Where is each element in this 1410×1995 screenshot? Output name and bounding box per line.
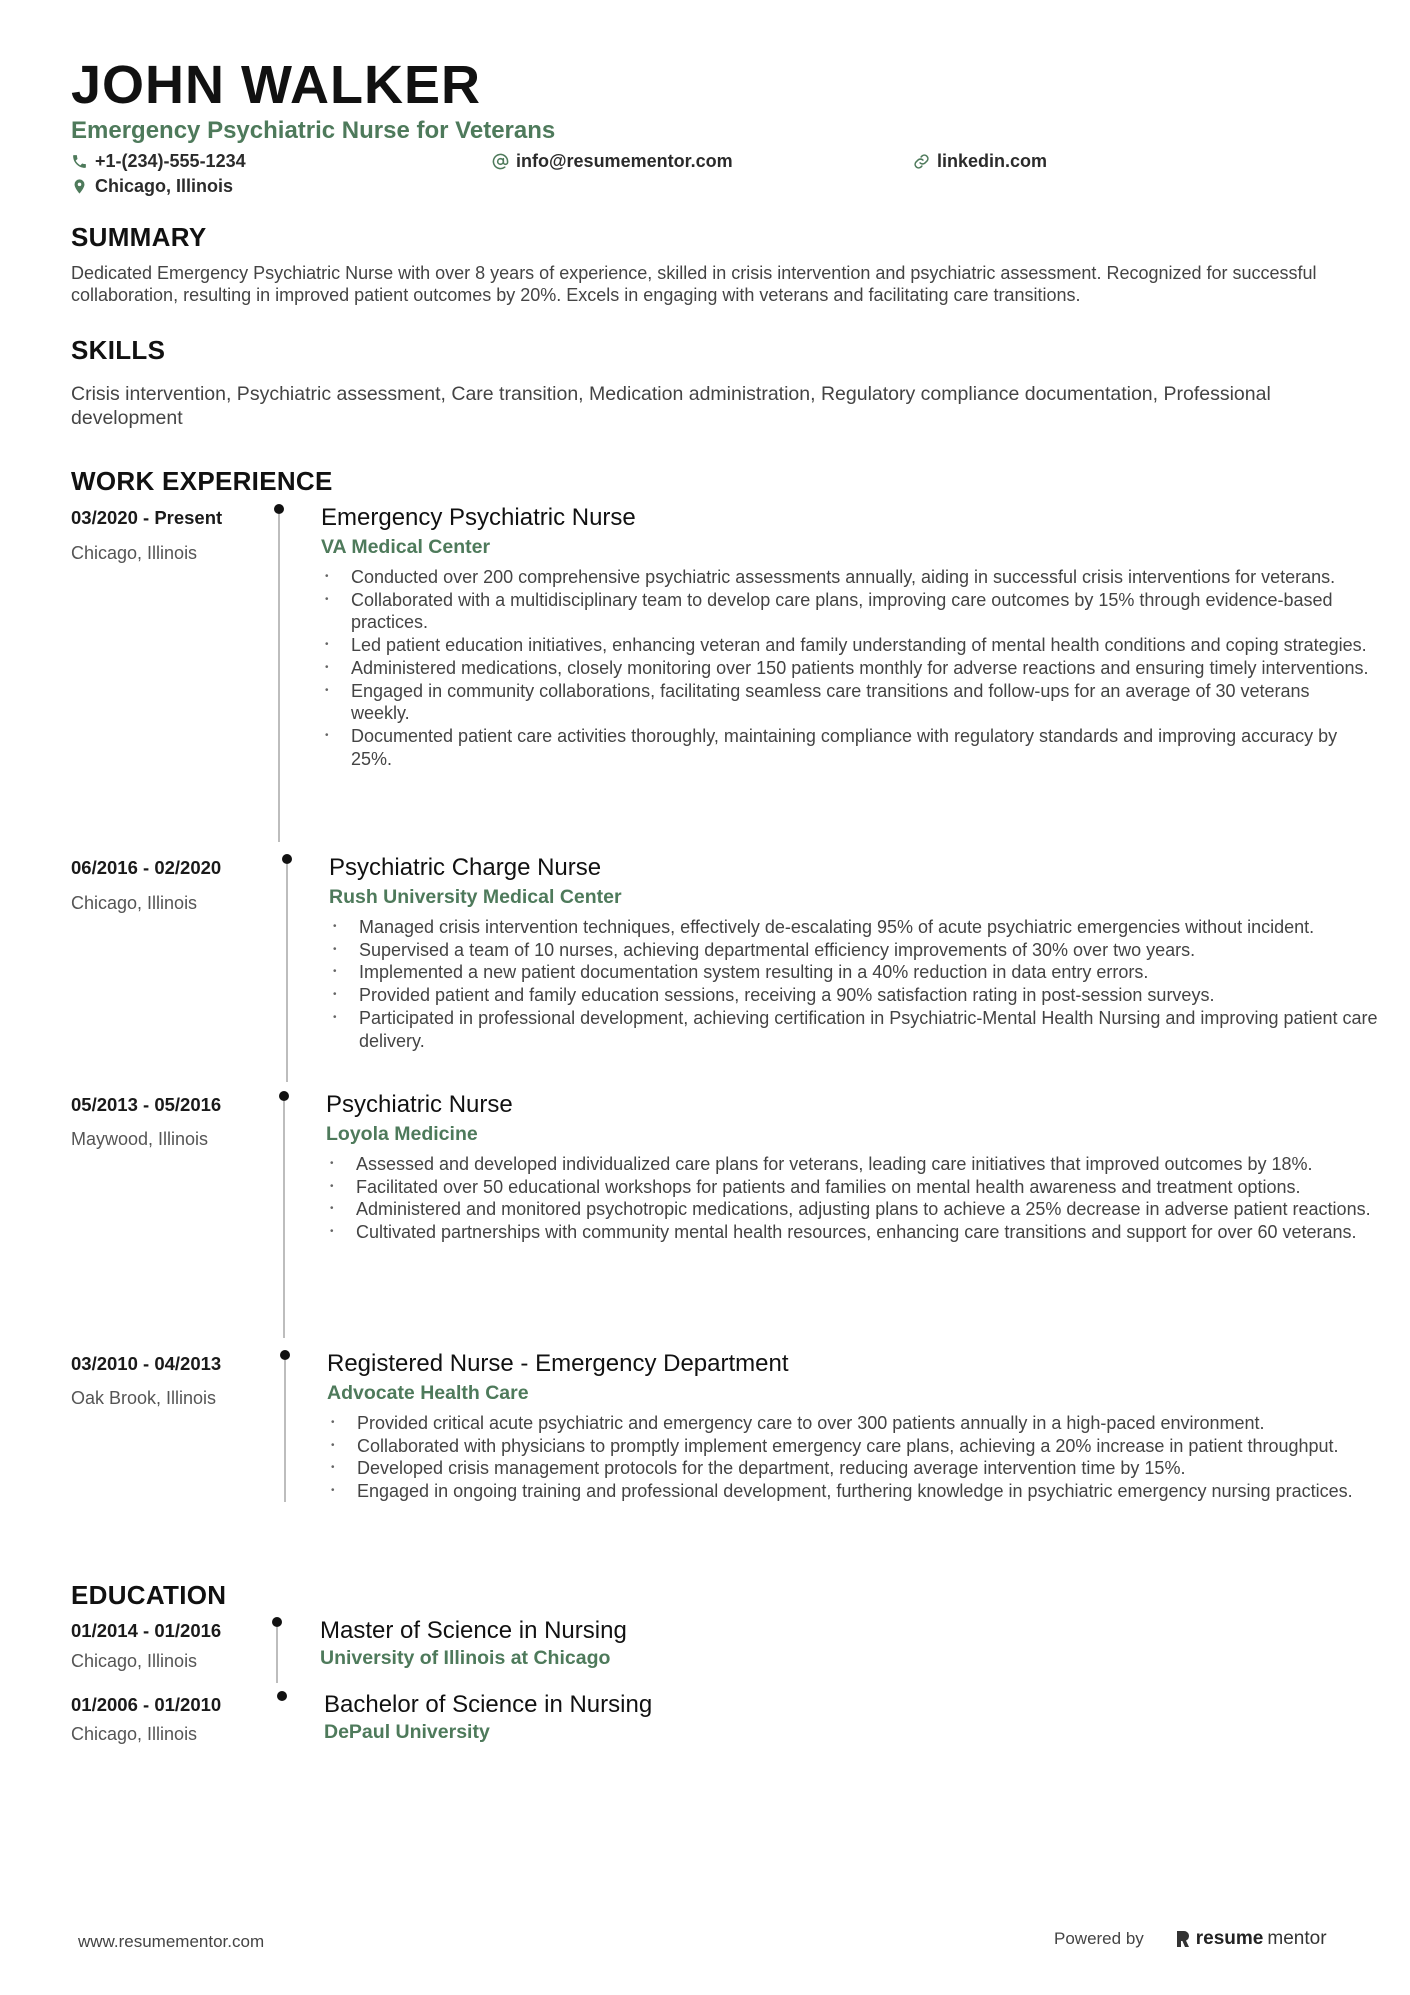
- timeline-dot: [272, 1617, 282, 1627]
- candidate-name: JOHN WALKER: [71, 55, 482, 115]
- job-role: Registered Nurse - Emergency Department: [327, 1350, 789, 1377]
- timeline-dot: [279, 1091, 289, 1101]
- job-location: Oak Brook, Illinois: [71, 1388, 217, 1408]
- education-location: Chicago, Illinois: [71, 1724, 198, 1744]
- bullet-item: • Documented patient care activities thoroughly, maintaining compliance with regulatory standards and improving accuracy by 25%.: [321, 725, 1371, 770]
- degree: Bachelor of Science in Nursing: [324, 1691, 653, 1718]
- bullet-item: • Managed crisis intervention techniques, effectively de-escalating 95% of acute psychiatric emergencies without incident.: [329, 916, 1379, 939]
- bullet-item: • Implemented a new patient documentation system resulting in a 40% reduction in data entry errors.: [329, 961, 1379, 984]
- bullet-item: • Led patient education initiatives, enhancing veteran and family understanding of mental health conditions and coping strategies.: [321, 634, 1371, 657]
- link-icon: [913, 153, 930, 170]
- school: DePaul University: [324, 1721, 490, 1743]
- contact-email[interactable]: [492, 151, 733, 172]
- bullet-item: • Collaborated with a multidisciplinary team to develop care plans, improving care outcomes by 15% through evidence-based practices.: [321, 589, 1371, 634]
- skills-text: Crisis intervention, Psychiatric assessment, Care transition, Medication administration, Regulatory compliance documentation, Professional development: [71, 383, 1271, 429]
- timeline-line: [283, 1101, 285, 1338]
- timeline-dot: [277, 1691, 287, 1701]
- bullet-item: • Participated in professional development, achieving certification in Psychiatric-Mental Health Nursing and improving patient care delivery.: [329, 1007, 1379, 1052]
- job-dates: 06/2016 - 02/2020: [71, 857, 222, 878]
- footer-website[interactable]: www.resumementor.com: [78, 1932, 265, 1951]
- education-location: Chicago, Illinois: [71, 1651, 198, 1671]
- degree: Master of Science in Nursing: [320, 1617, 627, 1644]
- job-entry: [329, 853, 1379, 1052]
- bullet-item: • Administered medications, closely monitoring over 150 patients monthly for adverse reactions and ensuring timely interventions.: [321, 657, 1371, 680]
- location-text: Chicago, Illinois: [95, 176, 234, 196]
- bullet-item: • Provided critical acute psychiatric and emergency care to over 300 patients annually in a high-paced environment.: [327, 1412, 1377, 1435]
- resumementor-logo-icon: [1174, 1929, 1192, 1949]
- job-location: Maywood, Illinois: [71, 1129, 209, 1149]
- bullet-item: • Cultivated partnerships with community mental health resources, enhancing care transitions and support for over 60 veterans.: [326, 1221, 1376, 1244]
- contact-phone: [71, 151, 246, 172]
- brand-logo[interactable]: [1174, 1928, 1327, 1950]
- bullet-item: • Collaborated with physicians to promptly implement emergency care plans, achieving a 20% increase in patient throughput.: [327, 1435, 1377, 1458]
- candidate-title: Emergency Psychiatric Nurse for Veterans: [71, 117, 556, 144]
- timeline-line: [286, 864, 288, 1082]
- timeline-line: [284, 1360, 286, 1502]
- job-location: Chicago, Illinois: [71, 893, 198, 913]
- map-pin-icon: [71, 178, 88, 195]
- summary-text: Dedicated Emergency Psychiatric Nurse with over 8 years of experience, skilled in crisis intervention and psychiatric assessment. Recognized for successful collaboration, resulting in improved patient outcomes by 20%. Excels in engaging with veterans and facilitating care transitions.: [71, 263, 1317, 305]
- email-text: info@resumementor.com: [516, 151, 733, 171]
- bullet-item: • Engaged in ongoing training and professional development, furthering knowledge in psychiatric emergency nursing practices.: [327, 1480, 1377, 1503]
- job-bullets: [329, 916, 1379, 1052]
- job-organization: Advocate Health Care: [327, 1382, 529, 1404]
- bullet-item: • Provided patient and family education sessions, receiving a 90% satisfaction rating in post-session surveys.: [329, 984, 1379, 1007]
- brand-name-bold: resume: [1195, 1928, 1264, 1949]
- job-location: Chicago, Illinois: [71, 543, 198, 563]
- contact-linkedin[interactable]: [913, 151, 1047, 172]
- summary-heading: SUMMARY: [71, 222, 207, 252]
- job-role: Psychiatric Nurse: [326, 1091, 513, 1118]
- job-organization: Loyola Medicine: [326, 1123, 478, 1145]
- job-organization: VA Medical Center: [321, 536, 491, 558]
- education-dates: 01/2006 - 01/2010: [71, 1694, 222, 1715]
- job-role: Emergency Psychiatric Nurse: [321, 504, 636, 531]
- timeline-dot: [280, 1350, 290, 1360]
- bullet-item: • Administered and monitored psychotropic medications, adjusting plans to achieve a 25% decrease in adverse patient reactions.: [326, 1198, 1376, 1221]
- education-dates: 01/2014 - 01/2016: [71, 1620, 222, 1641]
- phone-icon: [71, 153, 88, 170]
- skills-heading: SKILLS: [71, 335, 166, 365]
- timeline-dot: [274, 504, 284, 514]
- education-entry: [320, 1616, 1370, 1670]
- job-role: Psychiatric Charge Nurse: [329, 854, 602, 881]
- brand-name-light: mentor: [1267, 1928, 1327, 1949]
- bullet-item: • Developed crisis management protocols for the department, reducing average intervention time by 15%.: [327, 1457, 1377, 1480]
- job-entry: [326, 1090, 1376, 1244]
- timeline-line: [278, 514, 280, 842]
- contact-location: [71, 176, 233, 197]
- powered-by-label: Powered by: [1054, 1929, 1144, 1948]
- job-organization: Rush University Medical Center: [329, 886, 622, 908]
- bullet-item: • Engaged in community collaborations, facilitating seamless care transitions and follow-ups for an average of 30 veterans weekly.: [321, 680, 1371, 725]
- education-heading: EDUCATION: [71, 1580, 227, 1610]
- job-bullets: [327, 1412, 1377, 1503]
- linkedin-text: linkedin.com: [937, 151, 1048, 171]
- work-experience-heading: WORK EXPERIENCE: [71, 466, 333, 496]
- bullet-item: • Supervised a team of 10 nurses, achieving departmental efficiency improvements of 30% over two years.: [329, 939, 1379, 962]
- timeline-dot: [282, 854, 292, 864]
- phone-text: +1-(234)-555-1234: [95, 151, 246, 171]
- bullet-item: • Conducted over 200 comprehensive psychiatric assessments annually, aiding in successful crisis interventions for veterans.: [321, 566, 1371, 589]
- job-entry: [321, 503, 1371, 770]
- timeline-line: [276, 1627, 278, 1683]
- job-entry: [327, 1349, 1377, 1503]
- job-dates: 03/2020 - Present: [71, 507, 223, 528]
- school: University of Illinois at Chicago: [320, 1647, 611, 1669]
- job-bullets: [321, 566, 1371, 770]
- job-dates: 05/2013 - 05/2016: [71, 1094, 222, 1115]
- bullet-item: • Facilitated over 50 educational workshops for patients and families on mental health awareness and treatment options.: [326, 1176, 1376, 1199]
- job-dates: 03/2010 - 04/2013: [71, 1353, 222, 1374]
- footer-powered-by: [1054, 1928, 1327, 1950]
- bullet-item: • Assessed and developed individualized care plans for veterans, leading care initiatives that improved outcomes by 18%.: [326, 1153, 1376, 1176]
- job-bullets: [326, 1153, 1376, 1244]
- at-sign-icon: [492, 153, 509, 170]
- education-entry: [324, 1690, 1374, 1744]
